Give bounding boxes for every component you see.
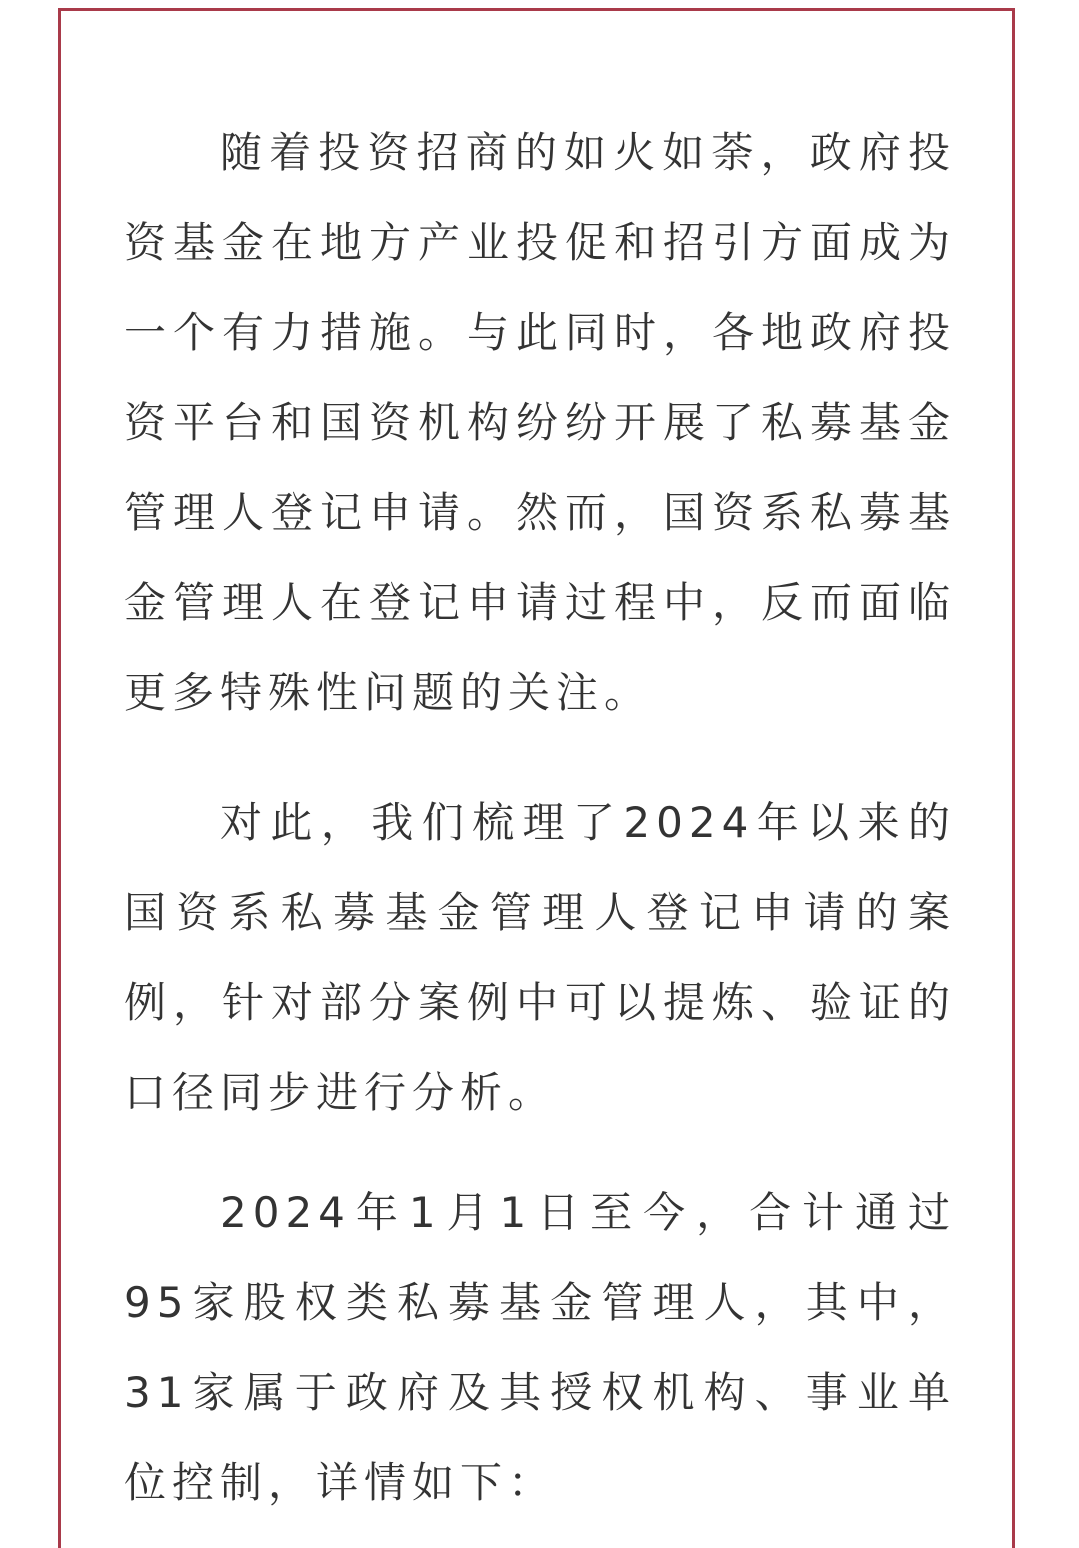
paragraph-scope: 对此，我们梳理了2024年以来的国资系私募基金管理人登记申请的案例，针对部分案例中可以提炼、验证的口径同步进行分析。 [124,798,956,1117]
paragraph-statistics: 2024年1月1日至今，合计通过95家股权类私募基金管理人，其中，31家属于政府及其授权机构、事业单位控制，详情如下： [124,1188,956,1507]
paragraph-intro: 随着投资招商的如火如荼，政府投资基金在地方产业投促和招引方面成为一个有力措施。与此同时，各地政府投资平台和国资机构纷纷开展了私募基金管理人登记申请。然而，国资系私募基金管理人在登记申请过程中，反而面临更多特殊性问题的关注。 [124,128,956,717]
article-body [124,108,956,1528]
